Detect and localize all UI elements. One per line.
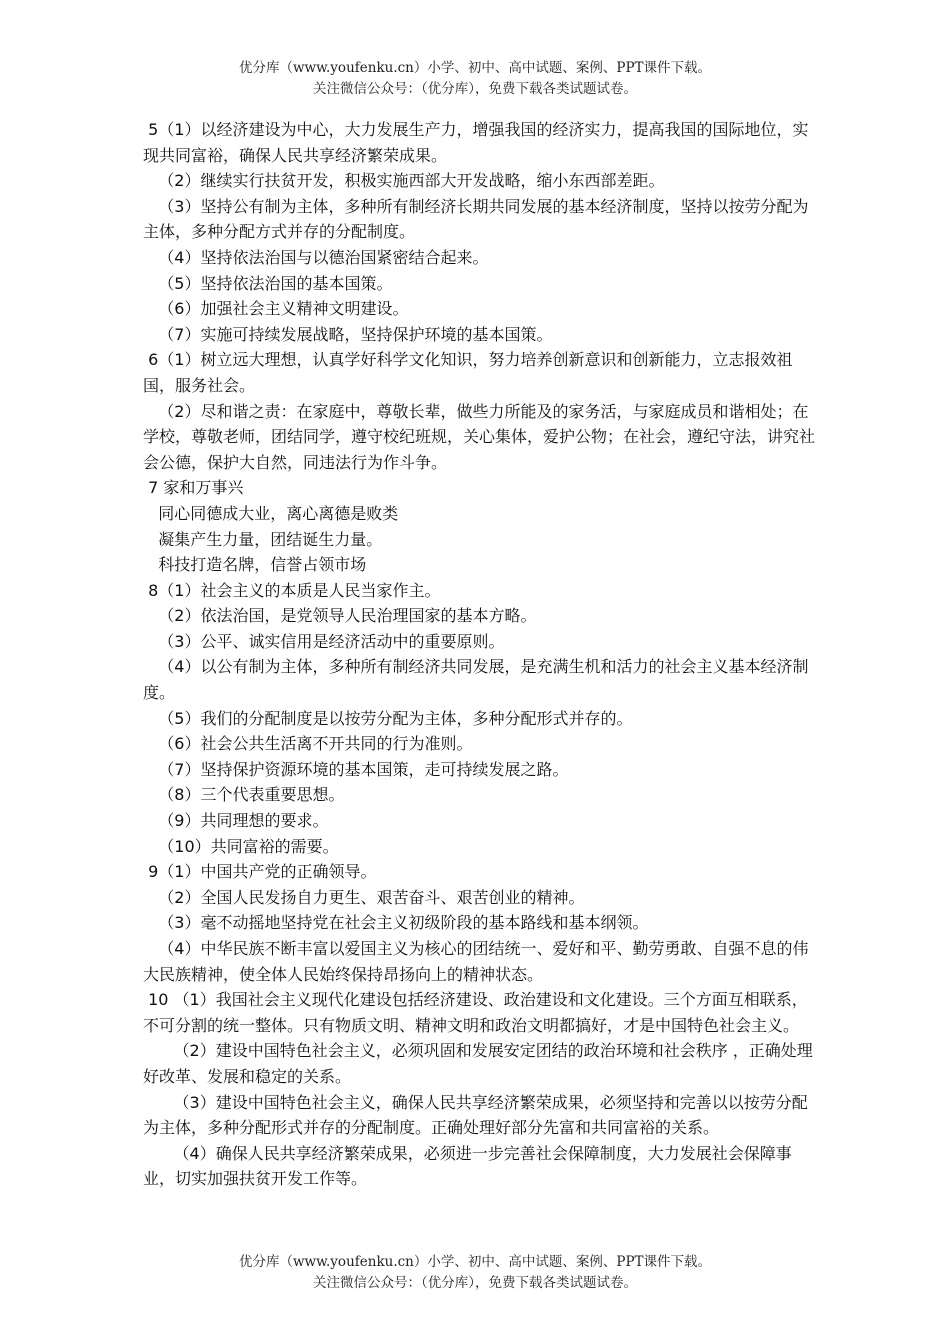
page-footer: [0, 1252, 950, 1294]
paragraph: （3）建设中国特色社会主义，确保人民共享经济繁荣成果，必须坚持和完善以以按劳分配为主体，多种分配形式并存的分配制度。正确处理好部分先富和共同富裕的关系。: [143, 1092, 808, 1138]
paragraph: （8）三个代表重要思想。: [143, 785, 345, 805]
paragraph: （7）坚持保护资源环境的基本国策，走可持续发展之路。: [143, 759, 569, 779]
footer-line-2: 关注微信公众号：（优分库），免费下载各类试题试卷。: [313, 1275, 637, 1291]
paragraph: （2）依法治国，是党领导人民治理国家的基本方略。: [143, 606, 537, 626]
paragraph: （7）实施可持续发展战略，坚持保护环境的基本国策。: [143, 324, 553, 344]
paragraph: 同心同德成大业，离心离德是败类: [143, 503, 399, 523]
paragraph: （6）社会公共生活离不开共同的行为准则。: [143, 734, 473, 754]
paragraph: （2）建设中国特色社会主义，必须巩固和发展安定团结的政治环境和社会秩序 ，正确处理好改革、发展和稳定的关系。: [143, 1041, 813, 1086]
paragraph: （3）公平、诚实信用是经济活动中的重要原则。: [143, 631, 505, 651]
paragraph: 凝集产生力量，团结诞生力量。: [143, 529, 383, 549]
paragraph: 8（1）社会主义的本质是人民当家作主。: [143, 580, 441, 600]
footer-line-1: 优分库（www.youfenku.cn）小学、初中、高中试题、案例、PPT课件下载。: [238, 1254, 712, 1270]
paragraph: （4）中华民族不断丰富以爱国主义为核心的团结统一、爱好和平、勤劳勇敢、自强不息的伟大民族精神，使全体人民始终保持昂扬向上的精神状态。: [143, 939, 809, 984]
header-line-2: 关注微信公众号：（优分库），免费下载各类试题试卷。: [313, 81, 637, 97]
paragraph: （2）继续实行扶贫开发，积极实施西部大开发战略，缩小东西部差距。: [143, 171, 665, 191]
paragraph: （4）以公有制为主体，多种所有制经济共同发展，是充满生机和活力的社会主义基本经济制度。: [143, 657, 809, 703]
paragraph: （5）我们的分配制度是以按劳分配为主体，多种分配形式并存的。: [143, 708, 633, 728]
paragraph: 7 家和万事兴: [143, 478, 244, 498]
header-line-1: 优分库（www.youfenku.cn）小学、初中、高中试题、案例、PPT课件下载。: [238, 60, 712, 76]
paragraph: （4）确保人民共享经济繁荣成果，必须进一步完善社会保障制度，大力发展社会保障事业，切实加强扶贫开发工作等。: [143, 1143, 792, 1189]
paragraph: （3）坚持公有制为主体，多种所有制经济长期共同发展的基本经济制度，坚持以按劳分配为主体，多种分配方式并存的分配制度。: [143, 196, 809, 242]
paragraph: （10）共同富裕的需要。: [143, 836, 339, 856]
paragraph: （2）全国人民发扬自力更生、艰苦奋斗、艰苦创业的精神。: [143, 887, 585, 907]
paragraph: （3）毫不动摇地坚持党在社会主义初级阶段的基本路线和基本纲领。: [143, 913, 649, 933]
document-body: [143, 117, 823, 1192]
paragraph: 6（1）树立远大理想，认真学好科学文化知识，努力培养创新意识和创新能力，立志报效祖国，服务社会。: [143, 350, 793, 395]
page-header: [0, 58, 950, 100]
paragraph: （4）坚持依法治国与以德治国紧密结合起来。: [143, 247, 489, 267]
paragraph: 5（1）以经济建设为中心，大力发展生产力，增强我国的经济实力，提高我国的国际地位，实现共同富裕，确保人民共享经济繁荣成果。: [143, 120, 809, 165]
paragraph: （9）共同理想的要求。: [143, 811, 329, 831]
paragraph: （5）坚持依法治国的基本国策。: [143, 273, 393, 293]
paragraph: （6）加强社会主义精神文明建设。: [143, 299, 409, 319]
paragraph: 科技打造名牌，信誉占领市场: [143, 555, 367, 575]
paragraph: 9（1）中国共产党的正确领导。: [143, 862, 377, 882]
paragraph: 10 （1）我国社会主义现代化建设包括经济建设、政治建设和文化建设。三个方面互相联系，不可分割的统一整体。只有物质文明、精神文明和政治文明都搞好，才是中国特色社会主义。: [143, 990, 808, 1035]
paragraph: （2）尽和谐之责：在家庭中，尊敬长辈，做些力所能及的家务活，与家庭成员和谐相处；在学校，尊敬老师，团结同学，遵守校纪班规，关心集体，爱护公物；在社会，遵纪守法，讲究社会公德，保护大自然，同违法行为作斗争。: [143, 401, 816, 472]
